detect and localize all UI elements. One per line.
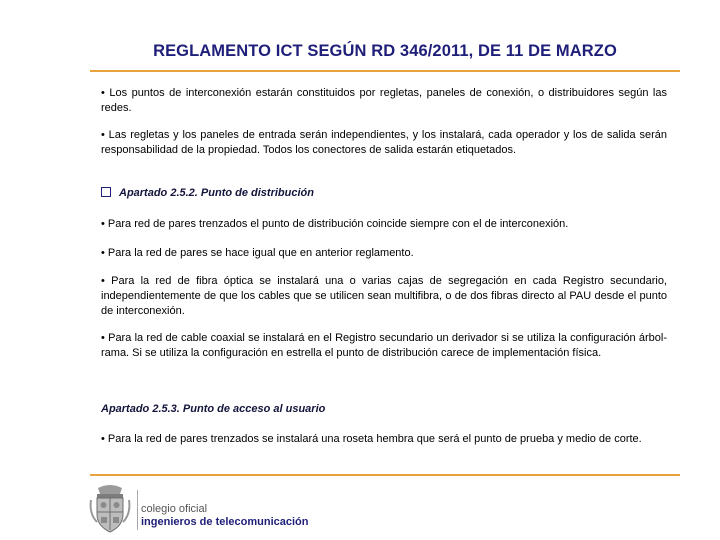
page-title: REGLAMENTO ICT SEGÚN RD 346/2011, DE 11 DE MARZO [153,42,617,60]
section-heading-user-access: Apartado 2.5.3. Punto de acceso al usuario [101,403,326,415]
section-heading-distribution-label: Apartado 2.5.2. Punto de distribución [119,187,314,199]
footer-divider [137,490,138,530]
org-name-line1: colegio oficial [141,503,208,515]
paragraph-twisted-pair-distribution: • Para red de pares trenzados el punto de distribución coincide siempre con el de interconexión. [101,218,569,230]
paragraph-regletas: • Las regletas y los paneles de entrada serán independientes, y los instalará, cada operador y los de salida serán responsabilidad de la propiedad. Todos los conectores de salida estarán etiquetados. [101,129,667,156]
section-heading-distribution [101,187,667,199]
paragraph-interconnection-points: • Los puntos de interconexión estarán constituidos por regletas, paneles de conexión, o distribuidores según las redes. [101,87,667,114]
paragraph-coaxial-network: • Para la red de cable coaxial se instalará en el Registro secundario un derivador si se utiliza la configuración árbol-rama. Si se utiliza la configuración en estrella el punto de distribución carece de implementación física. [101,332,667,359]
paragraph-pairs-network: • Para la red de pares se hace igual que en anterior reglamento. [101,247,414,259]
bottom-divider [90,474,680,476]
coat-of-arms-logo [88,482,132,534]
checkbox-icon [101,187,111,197]
paragraph-user-access-rosette: • Para la red de pares trenzados se instalará una roseta hembra que será el punto de prueba y medio de corte. [101,433,642,445]
paragraph-fiber-network: • Para la red de fibra óptica se instalará una o varias cajas de segregación en cada Registro secundario, independientemente de que los cables que se utilicen sean multifibra, o de dos fibras directo al PAU desde el punto de interconexión. [101,275,667,317]
org-name-line2: ingenieros de telecomunicación [141,516,309,528]
top-divider [90,70,680,72]
